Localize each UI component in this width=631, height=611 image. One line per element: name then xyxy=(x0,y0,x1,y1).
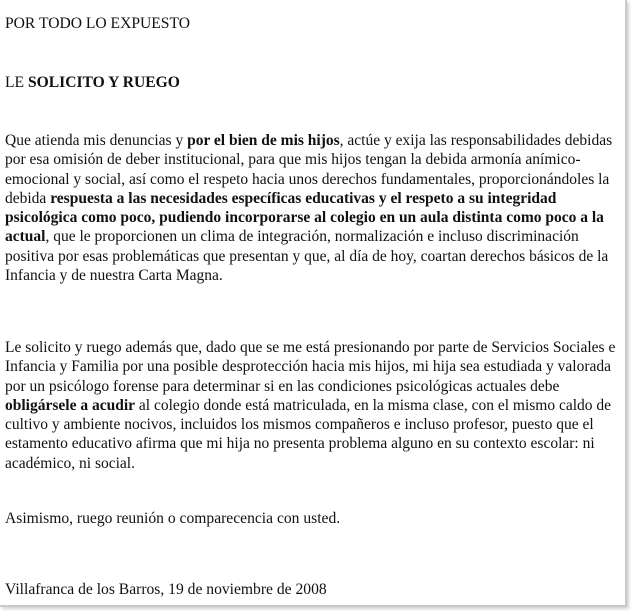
p1-text-1: Que atienda mis denuncias y xyxy=(5,132,188,149)
paragraph-3: Asimismo, ruego reunión o comparecencia con usted. xyxy=(5,510,341,527)
p2-bold-1: obligársele a acudir xyxy=(5,396,136,414)
p1-text-3: , que le proporcionen un clima de integración, normalización e incluso discriminación positiva por esas problemáticas que presentan y que, al día de hoy, coartan derechos básicos de la Infancia y de nuestra Carta Magna. xyxy=(5,228,609,285)
p2-text-2: al colegio donde está matriculada, en la misma clase, con el mismo caldo de cultivo y ambiente nocivos, incluidos los mismos compañeros e incluso profesor, puesto que el estamento educativo afirma que mi hija no presenta problema alguno en su contexto escolar: ni académico, ni social. xyxy=(5,396,612,472)
request-line xyxy=(5,74,180,92)
paragraph-2 xyxy=(5,338,617,473)
request-prefix: LE xyxy=(5,74,28,91)
place-date: Villafranca de los Barros, 19 de noviembre de 2008 xyxy=(5,581,327,598)
paragraph-1 xyxy=(5,131,617,285)
heading: POR TODO LO EXPUESTO xyxy=(5,15,190,32)
request-bold: SOLICITO Y RUEGO xyxy=(27,74,180,91)
p1-bold-1: por el bien de mis hijos xyxy=(187,132,340,149)
p1-text-2: , actúe y exija las responsabilidades debidas por esa omisión de deber institucional, para que mis hijos tengan la debida armonía anímico-emocional y social, así como el respeto hacia unos derechos fundamentales, proporcionándoles la debida xyxy=(5,132,613,207)
p2-text-1: Le solicito y ruego además que, dado que se me está presionando por parte de Servicios Sociales e Infancia y Familia por una posible desprotección hacia mis hijos, mi hija sea estudiada y valorada por un psicólogo forense para determinar si en las condiciones psicológicas actuales debe xyxy=(5,339,616,395)
p1-bold-2: respuesta a las necesidades específicas educativas y el respeto a su integridad psicológica como poco, pudiendo incorporarse al colegio en un aula distinta como poco a la actual xyxy=(5,189,604,246)
